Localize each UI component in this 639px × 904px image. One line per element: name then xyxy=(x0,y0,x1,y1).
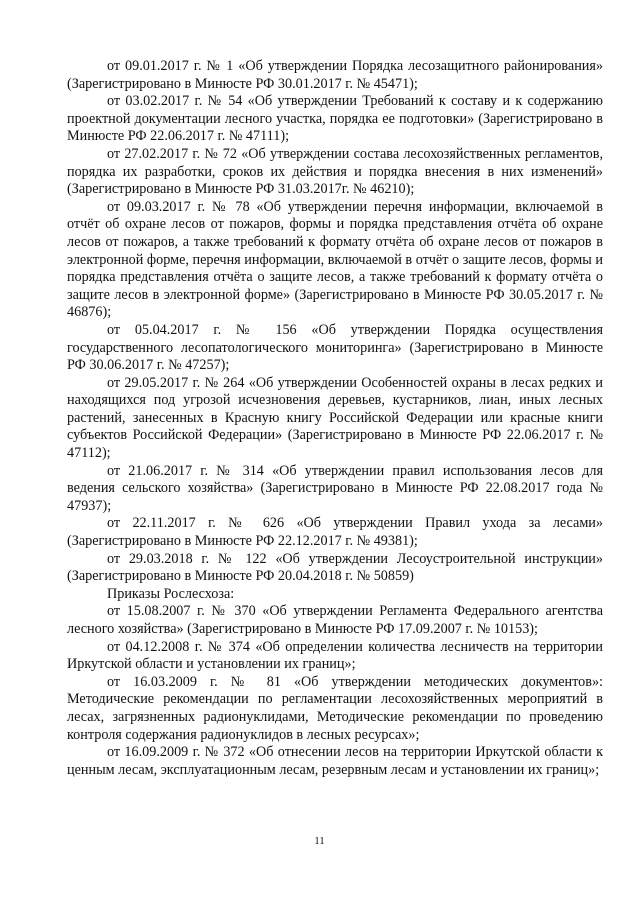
paragraph-order-372: от 16.09.2009 г. № 372 «Об отнесении лесов на территории Иркутской области к ценным лесам, эксплуатационным лесам, резервным лесам и установлении их границ»; xyxy=(67,744,603,778)
paragraph-order-72: от 27.02.2017 г. № 72 «Об утверждении состава лесохозяйственных регламентов, порядка их разработки, сроков их действия и порядка внесения в них изменений» (Зарегистрировано в Минюсте РФ 31.03.2017г. № 46210); xyxy=(67,145,603,198)
document-body xyxy=(67,58,603,779)
section-heading-rosleskhoz: Приказы Рослесхоза: xyxy=(107,585,235,602)
paragraph-order-78: от 09.03.2017 г. № 78 «Об утверждении перечня информации, включаемой в отчёт об охране лесов от пожаров, формы и порядка представления отчёта об охране лесов от пожаров, а также требований к формату отчёта об охране лесов от пожаров в электронной форме, перечня информации, включаемой в отчёт о защите лесов, формы и порядка представления отчёта о защите лесов, а также требований к формату отчёта о защите лесов в электронной форме» (Зарегистрировано в Минюсте РФ 30.05.2017 г. № 46876); xyxy=(67,198,603,321)
paragraph-order-81: от 16.03.2009 г. № 81 «Об утверждении методических документов»: Методические рекомендации по регламентации лесохозяйственных мероприятий в лесах, загрязненных радионуклидами, Методические рекомендации по проведению контроля содержания радионуклидов в лесных ресурсах»; xyxy=(67,673,603,743)
paragraph-order-1: от 09.01.2017 г. № 1 «Об утверждении Порядка лесозащитного районирования» (Зарегистрировано в Минюсте РФ 30.01.2017 г. № 45471); xyxy=(67,58,603,92)
paragraph-order-626: от 22.11.2017 г. № 626 «Об утверждении Правил ухода за лесами» (Зарегистрировано в Минюсте РФ 22.12.2017 г. № 49381); xyxy=(67,515,603,550)
paragraph-order-374: от 04.12.2008 г. № 374 «Об определении количества лесничеств на территории Иркутской области и установлении их границ»; xyxy=(67,638,603,673)
paragraph-order-314: от 21.06.2017 г. № 314 «Об утверждении правил использования лесов для ведения сельского хозяйства» (Зарегистрировано в Минюсте РФ 22.08.2017 года № 47937); xyxy=(67,462,603,514)
page-number: 11 xyxy=(314,835,325,847)
paragraph-order-156: от 05.04.2017 г. № 156 «Об утверждении Порядка осуществления государственного лесопатологического мониторинга» (Зарегистрировано в Минюсте РФ 30.06.2017 г. № 47257); xyxy=(67,321,603,374)
paragraph-order-370: от 15.08.2007 г. № 370 «Об утверждении Регламента Федерального агентства лесного хозяйства» (Зарегистрировано в Минюсте РФ 17.09.2007 г. № 10153); xyxy=(67,603,603,637)
paragraph-order-264: от 29.05.2017 г. № 264 «Об утверждении Особенностей охраны в лесах редких и находящихся под угрозой исчезновения деревьев, кустарников, лиан, иных лесных растений, занесенных в Красную книгу Российской Федерации или красные книги субъектов Российской Федерации» (Зарегистрировано в Минюсте РФ 22.06.2017 г. № 47112); xyxy=(67,374,603,462)
paragraph-order-122: от 29.03.2018 г. № 122 «Об утверждении Лесоустроительной инструкции» (Зарегистрировано в Минюсте РФ 20.04.2018 г. № 50859) xyxy=(67,550,603,585)
paragraph-order-54: от 03.02.2017 г. № 54 «Об утверждении Требований к составу и к содержанию проектной документации лесного участка, порядка ее подготовки» (Зарегистрировано в Минюсте РФ 22.06.2017 г. № 47111); xyxy=(67,93,603,145)
